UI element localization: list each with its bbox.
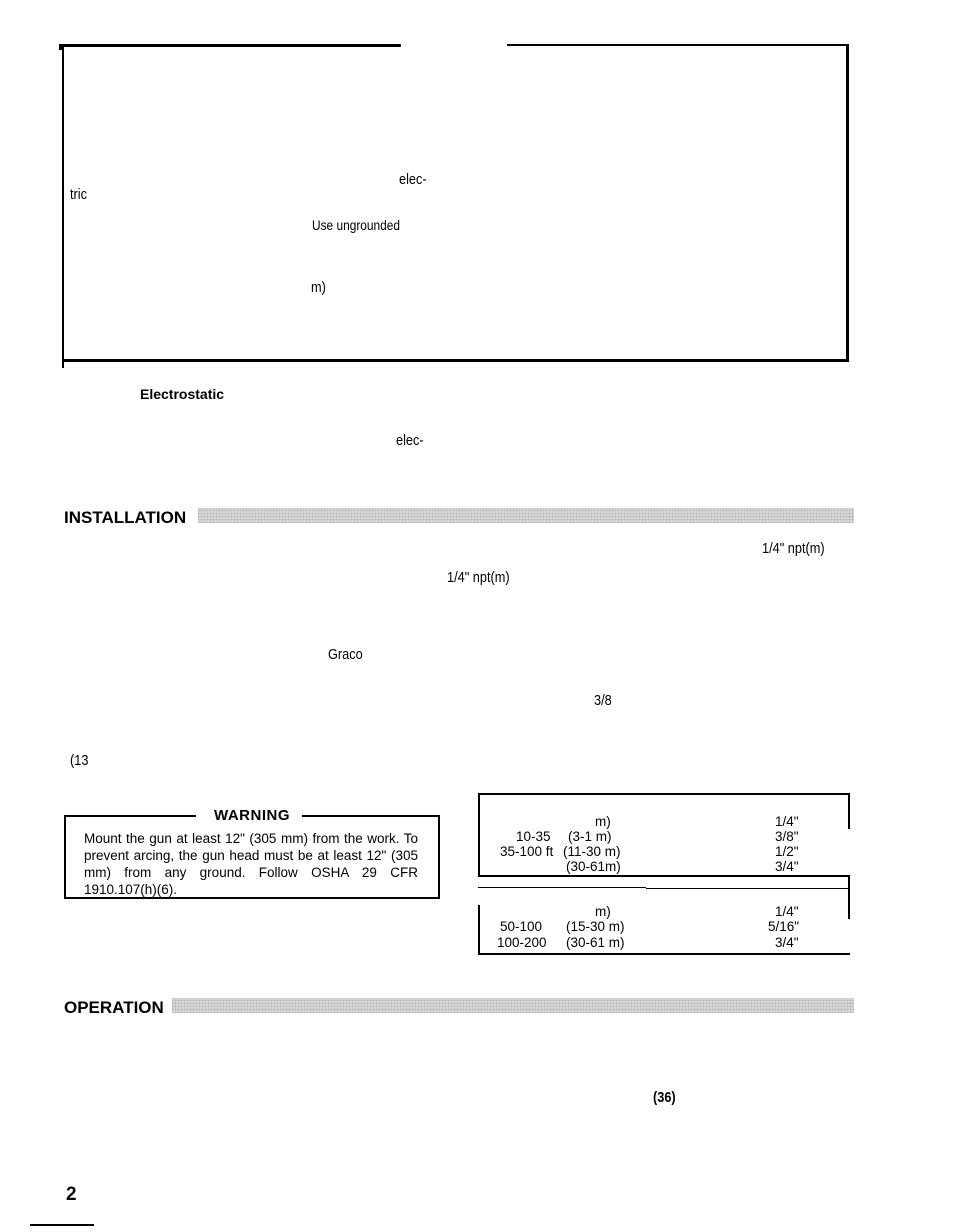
hose-table-right-border-1: [848, 795, 850, 829]
hose-table-top-rule: [478, 793, 850, 795]
top-box-fragment-elec: elec-: [399, 171, 427, 188]
installation-fragment-npt-right: 1/4" npt(m): [762, 540, 825, 557]
top-box-fragment-m: m): [311, 279, 326, 296]
hose-table-g1-row2-size: 3/8": [775, 829, 799, 844]
intro-fragment-elec: elec-: [396, 432, 424, 449]
top-box-fragment-tric: tric: [70, 186, 87, 203]
hose-table-g1-row2-metric: (3-1 m): [568, 829, 612, 844]
operation-heading: OPERATION: [64, 998, 164, 1017]
top-box-border-right: [846, 44, 849, 362]
operation-fragment-36: (36): [653, 1089, 676, 1106]
hose-table-left-border-2: [478, 905, 480, 955]
hose-table-g1-row1-metric: m): [595, 814, 611, 829]
installation-fragment-13: (13: [70, 752, 89, 769]
operation-heading-bar: [172, 998, 854, 1013]
hose-table-divider-long: [646, 888, 850, 889]
hose-table-g2-row1-metric: m): [595, 904, 611, 919]
installation-heading-bar: [198, 508, 854, 523]
intro-fragment-electrostatic: Electrostatic: [140, 386, 225, 402]
warning-title: WARNING: [214, 807, 290, 824]
hose-table-g1-row3-metric: (11-30 m): [563, 844, 621, 859]
top-box-fragment-ungrounded: Use ungrounded: [312, 217, 401, 233]
hose-table-right-border-2: [848, 875, 850, 919]
top-box-rule-right-segment: [507, 44, 849, 46]
hose-table-g2-row2-size: 5/16": [768, 919, 800, 934]
installation-fragment-npt-center: 1/4" npt(m): [447, 569, 510, 586]
top-box-rule-left-segment: [60, 44, 401, 47]
warning-text: Mount the gun at least 12" (305 mm) from the work. To prevent arcing, the gun head must be at least 12" (305 mm) from any ground. Follow OSHA 29 CFR 1910.107(h)(6).: [84, 831, 418, 897]
page-number: 2: [66, 1184, 77, 1205]
hose-table-g2-row1-size: 1/4": [775, 904, 799, 919]
installation-heading: INSTALLATION: [64, 508, 187, 527]
hose-table-bottom-rule: [478, 953, 850, 955]
installation-fragment-graco: Graco: [328, 646, 363, 663]
hose-table-divider-thick: [478, 875, 850, 877]
footer-rule: [30, 1224, 94, 1226]
hose-table-left-border-1: [478, 795, 480, 875]
hose-table-g2-row2-length: 50-100: [500, 919, 543, 934]
hose-table-g1-row3-length: 35-100 ft: [500, 844, 554, 859]
installation-fragment-3-8: 3/8: [594, 692, 612, 709]
hose-table-g1-row2-length: 10-35: [516, 829, 551, 844]
hose-table-g2-row3-metric: (30-61 m): [566, 935, 625, 950]
hose-table-g1-row4-metric: (30-61m): [566, 859, 621, 874]
hose-table-g1-row4-size: 3/4": [775, 859, 799, 874]
hose-table-g2-row2-metric: (15-30 m): [566, 919, 625, 934]
hose-table-g1-row3-size: 1/2": [775, 844, 799, 859]
hose-table-g1-row1-size: 1/4": [775, 814, 799, 829]
hose-table-g2-row3-length: 100-200: [497, 935, 547, 950]
hose-table-g2-row3-size: 3/4": [775, 935, 799, 950]
top-box-border-left: [62, 50, 64, 368]
top-box-border-bottom: [64, 359, 849, 362]
hose-table-divider-short: [478, 887, 646, 888]
